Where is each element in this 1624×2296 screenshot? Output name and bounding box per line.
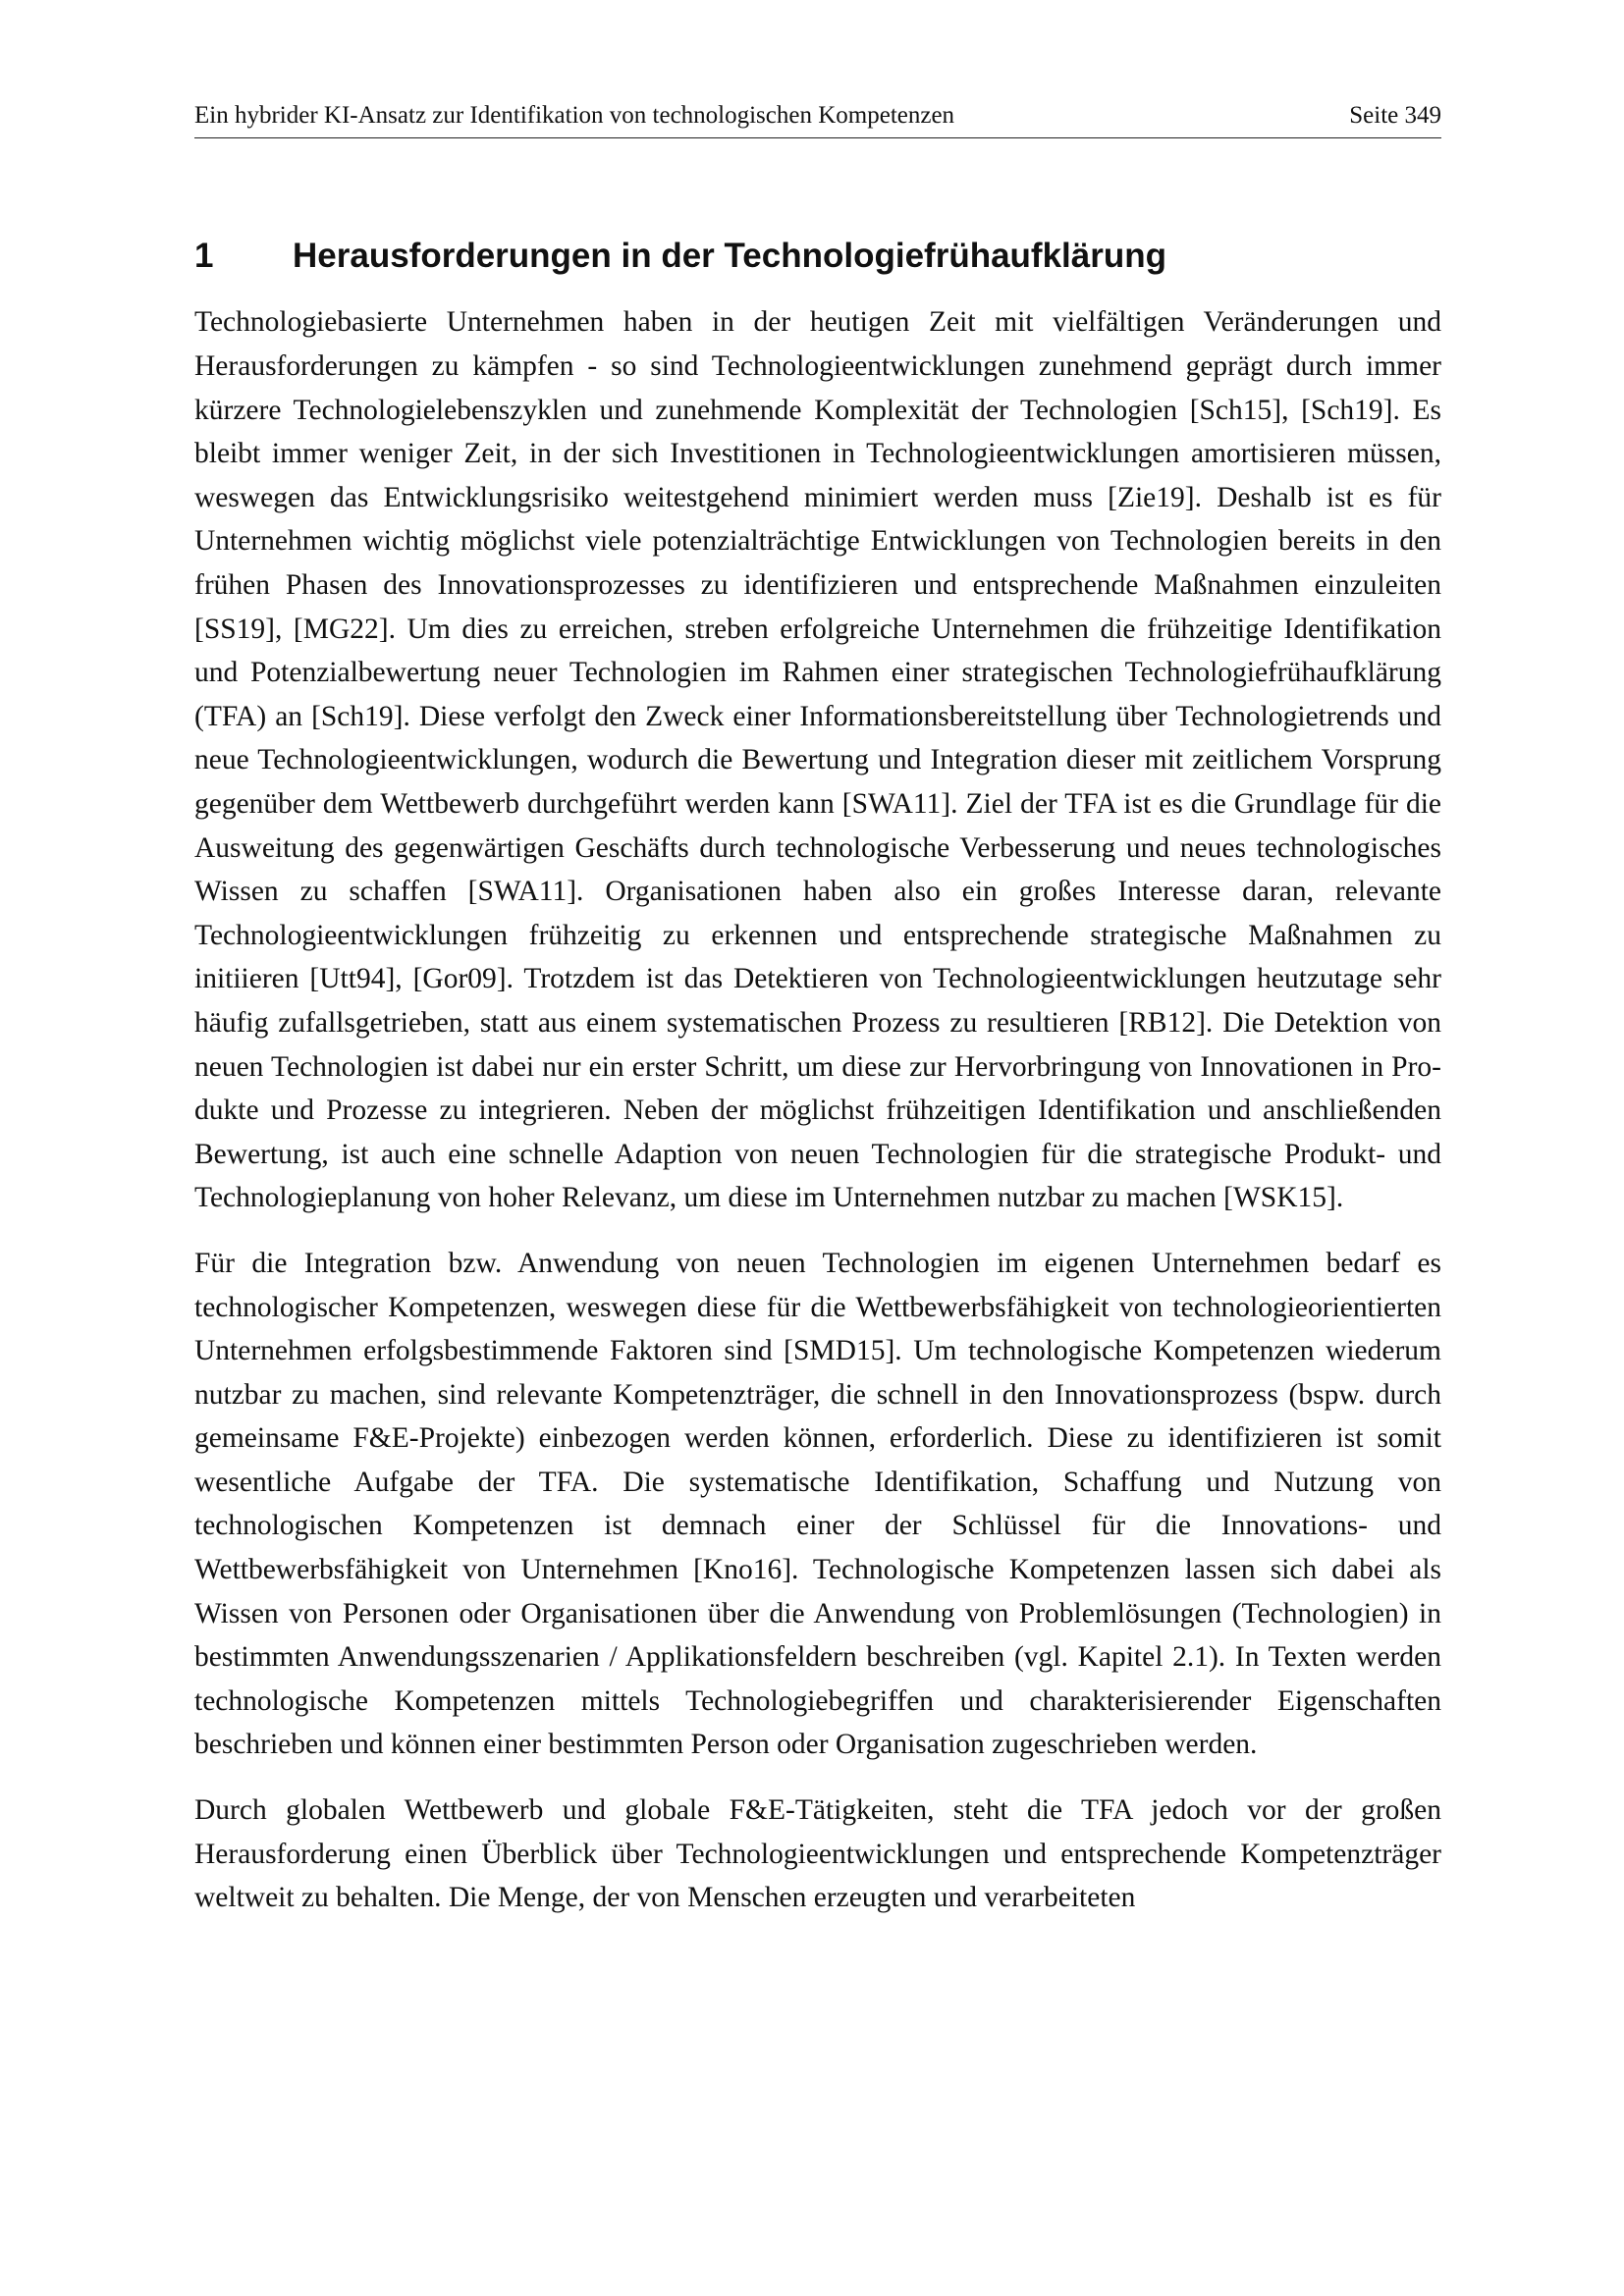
running-title: Ein hybrider KI-Ansatz zur Identifikation von technologischen Kompetenzen (194, 102, 955, 129)
section-title: Herausforderungen in der Technologiefrühaufklärung (293, 237, 1166, 275)
running-header (194, 98, 1441, 138)
page-number: Seite 349 (1349, 102, 1441, 129)
section-heading (194, 235, 1441, 278)
section-number: 1 (194, 237, 214, 275)
document-page (194, 98, 1441, 1920)
body-paragraph-1: Technologiebasierte Unternehmen haben in der heutigen Zeit mit vielfältigen Veränderungen und Herausforderungen zu kämpfen - so sind Technologieentwicklungen zunehmend geprägt durch immer kürzere Technologielebenszyklen und zunehmende Komplexität der Technologien [Sch15], [Sch19]. Es bleibt immer weniger Zeit, in der sich Investitionen in Technologieentwicklungen amortisieren müssen, weswegen das Entwicklungsrisiko weitestgehend minimiert werden muss [Zie19]. Deshalb ist es für Unternehmen wichtig möglichst viele potenzialträchtige Entwicklungen von Technologien bereits in den frühen Phasen des Innovationsprozesses zu identifizieren und entsprechende Maßnahmen einzuleiten [SS19], [MG22]. Um dies zu erreichen, streben erfolgreiche Unternehmen die frühzeitige Identifikation und Potenzialbewertung neuer Technologien im Rahmen einer strategischen Technologiefrühaufklärung (TFA) an [Sch19]. Diese verfolgt den Zweck einer Informationsbereitstellung über Technologietrends und neue Technologieentwicklungen, wodurch die Bewertung und Integration dieser mit zeitlichem Vorsprung gegenüber dem Wettbewerb durchgeführt werden kann [SWA11]. Ziel der TFA ist es die Grundlage für die Ausweitung des gegenwärtigen Geschäfts durch technologische Verbesserung und neues technologisches Wissen zu schaffen [SWA11]. Organisationen haben also ein großes Interesse daran, relevante Technologieentwicklungen frühzeitig zu erkennen und entsprechende strategische Maßnahmen zu initiieren [Utt94], [Gor09]. Trotzdem ist das Detektieren von Technologieentwicklungen heutzutage sehr häufig zufallsgetrieben, statt aus einem systematischen Prozess zu resultieren [RB12]. Die Detektion von neuen Technologien ist dabei nur ein erster Schritt, um diese zur Hervorbringung von Innovationen in Produkte und Prozesse zu integrieren. Neben der möglichst frühzeitigen Identifikation und anschließenden Bewertung, ist auch eine schnelle Adaption von neuen Technologien für die strategische Produkt- und Technologieplanung von hoher Relevanz, um diese im Unternehmen nutzbar zu machen [WSK15]. (194, 306, 1441, 1214)
body-paragraph-3: Durch globalen Wettbewerb und globale F&E-Tätigkeiten, steht die TFA jedoch vor der großen Herausforderung einen Überblick über Technologieentwicklungen und entsprechende Kompetenzträger weltweit zu behalten. Die Menge, der von Menschen erzeugten und verarbeiteten (194, 1794, 1441, 1914)
body-paragraph-2: Für die Integration bzw. Anwendung von neuen Technologien im eigenen Unternehmen bedarf es technologischer Kompetenzen, weswegen diese für die Wettbewerbsfähigkeit von technologieorientierten Unternehmen erfolgsbestimmende Faktoren sind [SMD15]. Um technologische Kompetenzen wiederum nutzbar zu machen, sind relevante Kompetenzträger, die schnell in den Innovationsprozess (bspw. durch gemeinsame F&E-Projekte) einbezogen werden können, erforderlich. Diese zu identifizieren ist somit wesentliche Aufgabe der TFA. Die systematische Identifikation, Schaffung und Nutzung von technologischen Kompetenzen ist demnach einer der Schlüssel für die Innovations- und Wettbewerbsfähigkeit von Unternehmen [Kno16]. Technologische Kompetenzen lassen sich dabei als Wissen von Personen oder Organisationen über die Anwendung von Problemlösungen (Technologien) in bestimmten Anwendungsszenarien / Applikationsfeldern beschreiben (vgl. Kapitel 2.1). In Texten werden technologische Kompetenzen mittels Technologiebegriffen und charakterisierender Eigenschaften beschrieben und können einer bestimmten Person oder Organisation zugeschrieben werden. (194, 1247, 1441, 1761)
